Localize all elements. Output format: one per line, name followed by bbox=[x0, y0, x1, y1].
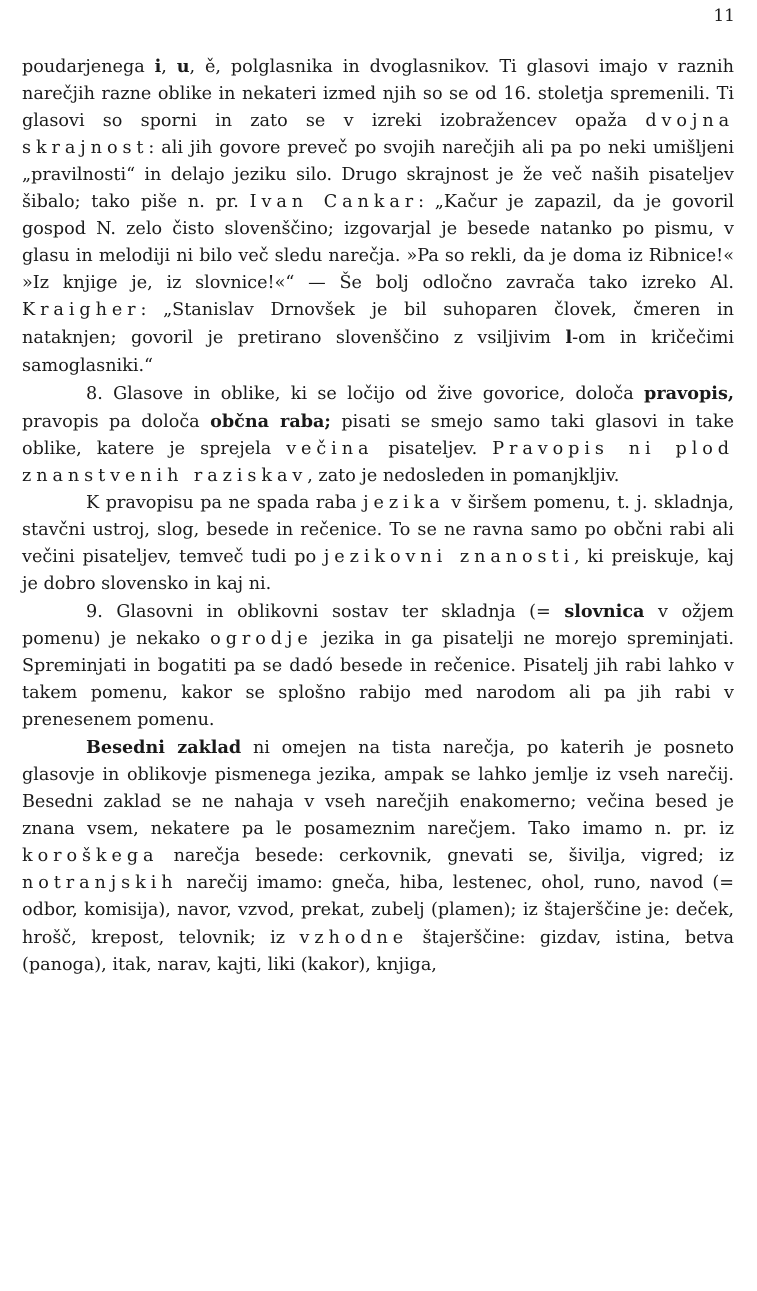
text-run: ni omejen na tista narečja, po katerih je posneto glasovje in oblikovje pismenega jezika, ampak se lahko jemlje iz vseh narečij. Besedni zaklad se ne nahaja v vseh narečjih enakomerno; večina besed je znana vsem, nekatere pa le posameznim narečjem. Tako imamo n. pr. iz bbox=[22, 738, 734, 840]
text-run: v širšem pomenu, t. j. skladnja, stavčni ustroj, slog, besede in rečenice. To se ne ravna samo po občni rabi ali večini pisateljev, temveč tudi po bbox=[22, 492, 734, 567]
paragraph-9 bbox=[22, 598, 734, 734]
paragraph-8 bbox=[22, 380, 734, 490]
text-run: 9. Glasovni in oblikovni sostav ter skladnja (= bbox=[86, 601, 565, 622]
text-run: pisateljev. bbox=[373, 438, 493, 459]
page-number: 11 bbox=[713, 6, 735, 26]
text-run: : ali jih govore preveč po svojih narečjih ali pa po neki umišljeni „pravilnosti“ in delajo jeziku silo. Drugo skrajnost je že več naših pisateljev šibalo; tako piše n. pr. bbox=[22, 138, 734, 213]
bold-term: Besedni zaklad bbox=[86, 737, 242, 759]
body-text bbox=[22, 53, 734, 979]
bold-term: občna raba; bbox=[210, 410, 331, 432]
text-run: : „Kačur je zapazil, da je govoril gospod N. zelo čisto slovenščino; izgovarjal je besede natanko po pismu, v glasu in melodiji ni bilo več sledu narečja. »Pa so rekli, da je doma iz Ribnice!« »Iz knjige je, iz slovnice!«“ — Še bolj odločno zavrača tako izreko Al. bbox=[22, 192, 734, 294]
spaced-emphasis: jezika bbox=[363, 492, 445, 513]
spaced-emphasis: koroškega bbox=[22, 846, 159, 867]
text-run: K pravopisu pa ne spada raba bbox=[86, 492, 364, 513]
spaced-author-name: Kraigher bbox=[22, 300, 141, 321]
text-run: narečja besede: cerkovnik, gnevati se, šivilja, vigred; iz bbox=[158, 846, 734, 867]
text-run: -om in kričečimi samoglasniki.“ bbox=[22, 328, 734, 376]
spaced-emphasis: ogrodje bbox=[210, 628, 313, 649]
text-run: jezika in ga pisatelji ne morejo spreminjati. Spreminjati in bogatiti pa se dadó besede in rečenice. Pisatelj jih rabi lahko v takem pomenu, kakor se splošno rabijo med narodom ali pa jih rabi v prenesenem pomenu. bbox=[22, 628, 734, 731]
text-run: štajerščine: gizdav, istina, betva (panoga), itak, narav, kajti, liki (kakor), knjiga, bbox=[22, 927, 734, 975]
text-run: pisati se smejo samo taki glasovi in take oblike, katere je sprejela bbox=[22, 411, 734, 459]
text-run: : „Stanislav Drnovšek je bil suhoparen človek, čmeren in nataknjen; govoril je pretirano slovenščino z vsiljivim bbox=[22, 300, 734, 349]
text-run: 8. Glasove in oblike, ki se ločijo od žive govorice, določa bbox=[86, 383, 645, 404]
bold-letter-i: i bbox=[154, 56, 162, 77]
text-run: poudarjenega bbox=[22, 57, 155, 77]
text-run: narečij imamo: gneča, hiba, lestenec, ohol, runo, navod (= odbor, komisija), navor, vzvod, prekat, zubelj (plamen); iz štajerščine je: deček, hrošč, krepost, telovnik; iz bbox=[22, 873, 734, 948]
spaced-author-name: Ivan Cankar bbox=[249, 192, 419, 213]
spaced-emphasis: Pravopis ni plod znanstvenih raziskav bbox=[22, 438, 734, 486]
text-run: v ožjem pomenu) je nekako bbox=[22, 601, 734, 649]
spaced-emphasis: notranjskih bbox=[22, 873, 178, 894]
spaced-emphasis: vzhodne bbox=[299, 927, 409, 948]
text-run: , zato je nedosleden in pomanjkljiv. bbox=[307, 465, 620, 486]
text-run: , bbox=[161, 57, 177, 77]
spaced-emphasis: jezikovni znanosti bbox=[323, 546, 575, 567]
spaced-emphasis: večina bbox=[286, 438, 374, 459]
spaced-emphasis: dvojna skrajnost bbox=[22, 111, 734, 159]
bold-term: pravopis, bbox=[644, 382, 734, 404]
bold-letter-l: l bbox=[565, 327, 573, 349]
text-run: , ki preiskuje, kaj je dobro slovensko in kaj ni. bbox=[22, 546, 734, 594]
paragraph-besedni-zaklad bbox=[22, 734, 734, 978]
paragraph-pravopis bbox=[22, 490, 734, 598]
text-run: , ě, polglasnika in dvoglasnikov. Ti glasovi imajo v raznih narečjih razne oblike in nekateri izmed njih so se od 16. stoletja spremenili. Ti glasovi so sporni in zato se v izreki izobražencev opaža bbox=[22, 57, 734, 132]
bold-letter-u: u bbox=[176, 56, 190, 77]
text-run: pravopis pa določa bbox=[22, 411, 211, 432]
paragraph-1 bbox=[22, 53, 734, 380]
bold-term: slovnica bbox=[564, 600, 645, 622]
